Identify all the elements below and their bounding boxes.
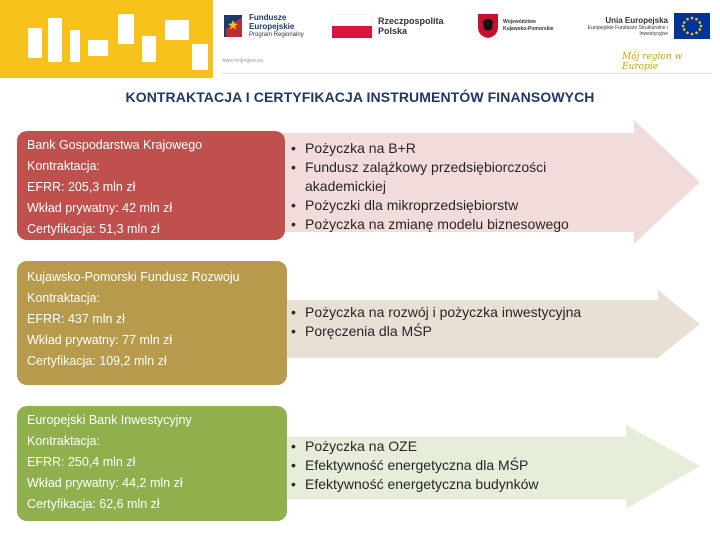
certification-value: Certyfikacja: 62,6 mln zł xyxy=(27,497,160,511)
list-item: • Poręczenia dla MŚP xyxy=(291,322,631,341)
header-url: www.mojregion.eu xyxy=(222,58,263,64)
efrr-value: EFRR: 205,3 mln zł xyxy=(27,180,136,194)
list-item: • Pożyczka na zmianę modelu biznesowego xyxy=(291,215,621,234)
list-item: • Efektywność energetyczna budynków xyxy=(291,475,621,494)
page-title: KONTRAKTACJA I CERTYFIKACJA INSTRUMENTÓW FINANSOWYCH xyxy=(125,89,595,105)
contract-label: Kontraktacja: xyxy=(27,291,100,305)
unia-europejska-logo: Unia Europejska Europejskie Fundusze Strukturalne i Inwestycyjne xyxy=(580,6,717,46)
list-item: • Fundusz zalążkowy przedsiębiorczości akademickiej xyxy=(291,158,621,196)
institution-name: Europejski Bank Inwestycyjny xyxy=(27,413,192,427)
efrr-value: EFRR: 437 mln zł xyxy=(27,312,125,326)
header-slogan: Mój region w Europie xyxy=(622,52,683,72)
contract-label: Kontraktacja: xyxy=(27,434,100,448)
certification-value: Certyfikacja: 109,2 mln zł xyxy=(27,354,167,368)
list-item: • Pożyczka na OZE xyxy=(291,437,621,456)
products-list-ebi xyxy=(291,437,621,494)
wojewodztwo-logo: Województwo Kujawsko-Pomorskie xyxy=(477,6,577,46)
private-contribution: Wkład prywatny: 44,2 mln zł xyxy=(27,476,183,490)
list-item: • Pożyczka na B+R xyxy=(291,139,621,158)
certification-value: Certyfikacja: 51,3 mln zł xyxy=(27,222,160,236)
private-contribution: Wkład prywatny: 42 mln zł xyxy=(27,201,173,215)
list-item: • Pożyczki dla mikroprzedsiębiorstw xyxy=(291,196,621,215)
rzeczpospolita-polska-logo: Rzeczpospolita Polska xyxy=(332,6,457,46)
list-item: • Pożyczka na rozwój i pożyczka inwestycyjna xyxy=(291,303,631,322)
efrr-value: EFRR: 250,4 mln zł xyxy=(27,455,136,469)
institution-box-ebi xyxy=(17,406,287,521)
private-contribution: Wkład prywatny: 77 mln zł xyxy=(27,333,173,347)
institution-name: Kujawsko-Pomorski Fundusz Rozwoju xyxy=(27,270,240,284)
list-item: • Efektywność energetyczna dla MŚP xyxy=(291,456,621,475)
fundusze-europejskie-logo: Fundusze Europejskie Program Regionalny xyxy=(222,6,322,46)
contract-label: Kontraktacja: xyxy=(27,159,100,173)
institution-name: Bank Gospodarstwa Krajowego xyxy=(27,138,203,152)
